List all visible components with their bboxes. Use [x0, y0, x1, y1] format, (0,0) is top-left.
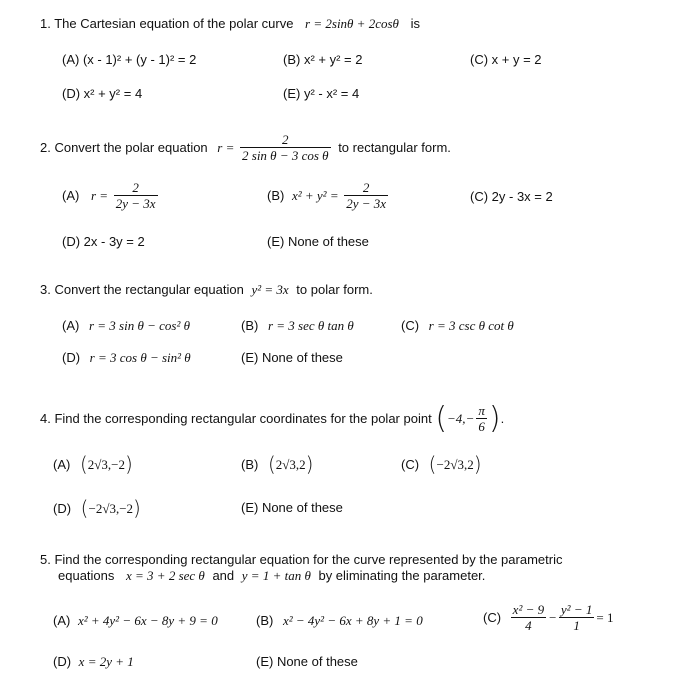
q5-option-d-expr: x = 2y + 1	[78, 654, 134, 669]
q4-right-paren: )	[488, 401, 501, 436]
q2-fraction-den: 2 sin θ − 3 cos θ	[242, 148, 329, 163]
q4-point-den: 6	[476, 418, 487, 434]
q4-option-a-rparen: )	[125, 452, 133, 476]
q2-stem	[40, 133, 451, 163]
q5-option-c[interactable]	[483, 603, 613, 633]
q3-option-d[interactable]	[62, 350, 191, 366]
q4-option-d[interactable]	[53, 496, 141, 520]
q3-option-d-label: (D)	[62, 350, 81, 365]
q4-point-first: −4,	[447, 411, 466, 426]
q3-stem-end: to polar form.	[296, 282, 373, 297]
q3-option-e[interactable]: (E) None of these	[241, 350, 343, 365]
q4-left-paren: (	[435, 401, 448, 436]
q5-x-equation: x = 3 + 2 sec θ	[126, 568, 205, 583]
q2-option-b-num: 2	[362, 180, 370, 195]
q5-option-a-label: (A)	[53, 613, 71, 628]
q5-option-b[interactable]	[256, 613, 423, 629]
q4-option-d-right: ,−2	[115, 501, 134, 516]
q4-option-b-rparen: )	[305, 452, 314, 476]
q4-option-c[interactable]	[401, 452, 482, 476]
q5-option-e[interactable]: (E) None of these	[256, 654, 358, 669]
q2-option-b[interactable]	[267, 181, 390, 211]
q1-equation: r = 2sinθ + 2cosθ	[305, 16, 399, 31]
q2-option-a-lhs: r =	[90, 188, 109, 203]
q4-option-d-rparen: )	[133, 496, 141, 520]
q2-option-e[interactable]: (E) None of these	[267, 234, 369, 249]
q2-fraction-num: 2	[282, 132, 289, 147]
q3-option-d-expr: r = 3 cos θ − sin² θ	[89, 350, 191, 365]
q4-option-b-left: 2√3	[275, 457, 296, 472]
q4-option-b-label: (B)	[241, 457, 259, 472]
q3-option-c[interactable]	[401, 318, 514, 334]
q1-option-e[interactable]: (E) y² - x² = 4	[283, 86, 360, 101]
q5-option-c-num1: x² − 9	[512, 602, 545, 617]
q3-option-a[interactable]	[62, 318, 190, 334]
q5-option-a-expr: x² + 4y² − 6x − 8y + 9 = 0	[77, 613, 218, 628]
q2-option-a-den: 2y − 3x	[115, 196, 156, 211]
q3-equation: y² = 3x	[251, 282, 289, 297]
q4-option-d-lparen: (	[80, 496, 89, 520]
q4-option-a[interactable]	[53, 452, 133, 476]
q5-option-c-frac2	[559, 603, 594, 633]
q2-r-equals: r =	[217, 140, 235, 155]
q5-stem-line1: 5. Find the corresponding rectangular equation for the curve represented by the parametric	[40, 552, 563, 567]
q4-option-c-label: (C)	[401, 457, 420, 472]
q4-period: .	[500, 411, 505, 426]
q1-stem-text: 1. The Cartesian equation of the polar curve	[40, 16, 294, 31]
q2-option-d[interactable]: (D) 2x - 3y = 2	[62, 234, 145, 249]
q2-option-a[interactable]	[62, 181, 160, 211]
q2-stem-text: 2. Convert the polar equation	[40, 140, 208, 155]
q5-stem-line2	[58, 568, 485, 584]
q4-minus: −	[465, 411, 475, 426]
q5-stem-end: by eliminating the parameter.	[318, 568, 486, 583]
q5-option-c-label: (C)	[483, 610, 502, 625]
q4-stem	[40, 401, 505, 436]
q2-option-c[interactable]: (C) 2y - 3x = 2	[470, 189, 553, 204]
q3-option-a-label: (A)	[62, 318, 80, 333]
q4-option-c-left: −2√3	[436, 457, 464, 472]
q2-option-b-label: (B)	[267, 188, 285, 203]
q2-fraction	[240, 133, 331, 163]
q5-y-equation: y = 1 + tan θ	[241, 568, 311, 583]
q2-option-b-fraction	[344, 181, 388, 211]
q1-option-d[interactable]: (D) x² + y² = 4	[62, 86, 143, 101]
q3-option-c-expr: r = 3 csc θ cot θ	[428, 318, 514, 333]
q5-option-c-den2: 1	[559, 617, 594, 633]
q4-option-d-left: −2√3	[88, 501, 116, 516]
q5-option-c-frac1	[511, 603, 546, 633]
q3-stem	[40, 282, 373, 298]
q3-option-b[interactable]	[241, 318, 354, 334]
q2-option-b-lhs: x² + y² =	[291, 188, 339, 203]
q5-option-a[interactable]	[53, 613, 218, 629]
q2-option-a-fraction	[114, 181, 158, 211]
q1-stem	[40, 16, 420, 32]
q3-option-b-label: (B)	[241, 318, 259, 333]
q1-option-b[interactable]: (B) x² + y² = 2	[283, 52, 363, 67]
q4-option-a-label: (A)	[53, 457, 71, 472]
q2-option-b-den: 2y − 3x	[346, 196, 387, 211]
q2-option-a-label: (A)	[62, 188, 80, 203]
q4-point-fraction	[476, 404, 487, 434]
q3-stem-text: 3. Convert the rectangular equation	[40, 282, 244, 297]
q5-option-d[interactable]	[53, 654, 134, 670]
q3-option-b-expr: r = 3 sec θ tan θ	[267, 318, 354, 333]
q4-option-a-lparen: (	[79, 452, 88, 476]
q4-option-a-left: 2√3	[87, 457, 108, 472]
q4-option-c-rparen: )	[473, 452, 482, 476]
q5-option-c-den1: 4	[511, 617, 546, 633]
q2-stem-end: to rectangular form.	[338, 140, 451, 155]
q4-option-e[interactable]: (E) None of these	[241, 500, 343, 515]
q1-option-c[interactable]: (C) x + y = 2	[470, 52, 542, 67]
q4-option-c-lparen: (	[428, 452, 437, 476]
q5-equations-word: equations	[58, 568, 115, 583]
q4-stem-text: 4. Find the corresponding rectangular coordinates for the polar point	[40, 411, 432, 426]
q5-option-c-num2: y² − 1	[560, 602, 593, 617]
q5-option-d-label: (D)	[53, 654, 72, 669]
q3-option-a-expr: r = 3 sin θ − cos² θ	[88, 318, 190, 333]
q4-option-b-lparen: (	[267, 452, 276, 476]
q4-option-d-label: (D)	[53, 501, 72, 516]
q4-option-c-right: ,2	[463, 457, 474, 472]
q1-option-a[interactable]: (A) (x - 1)² + (y - 1)² = 2	[62, 52, 197, 67]
q4-option-b[interactable]	[241, 452, 314, 476]
q4-point-num: π	[478, 403, 485, 418]
q5-option-c-minus: −	[548, 610, 557, 625]
q1-stem-end: is	[410, 16, 420, 31]
q5-option-b-expr: x² − 4y² − 6x + 8y + 1 = 0	[282, 613, 423, 628]
q5-and-word: and	[212, 568, 235, 583]
q3-option-c-label: (C)	[401, 318, 420, 333]
q4-option-a-right: ,−2	[107, 457, 126, 472]
q4-option-b-right: ,2	[295, 457, 306, 472]
q5-option-c-rhs: = 1	[596, 610, 614, 625]
q2-option-a-num: 2	[132, 180, 139, 195]
q5-option-b-label: (B)	[256, 613, 274, 628]
